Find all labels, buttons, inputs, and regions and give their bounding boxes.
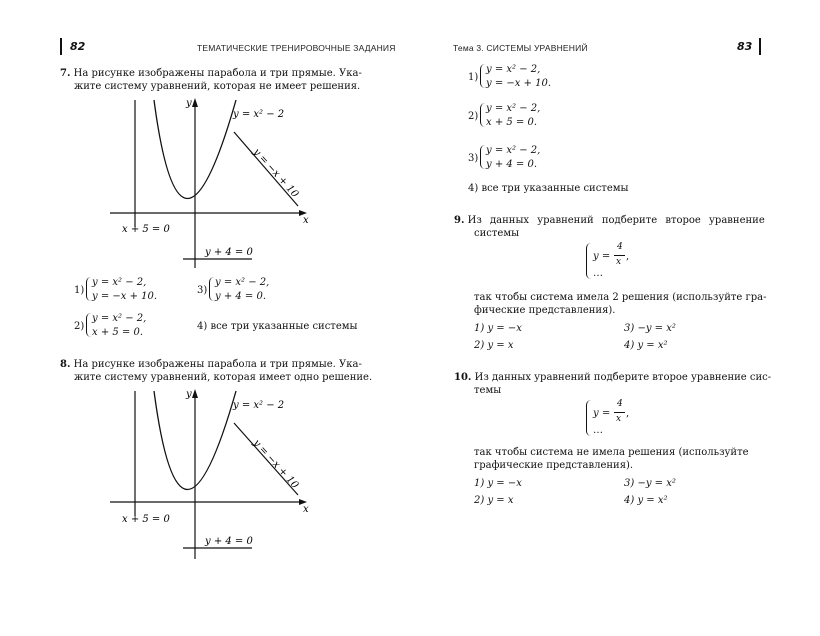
q9-answer-3[interactable]: 3) −y = x² bbox=[624, 323, 676, 334]
option-label: 1) bbox=[468, 72, 479, 83]
q9-answer-4[interactable]: 4) y = x² bbox=[624, 340, 668, 351]
left-margin-bar bbox=[60, 38, 62, 55]
slant-label: y = −x + 10 bbox=[250, 146, 301, 200]
equation: x + 5 = 0. bbox=[92, 327, 144, 338]
q10-answer-1[interactable]: 1) y = −x bbox=[474, 478, 522, 489]
q10-number: 10. bbox=[454, 372, 472, 383]
q9-text-3: так чтобы система имела 2 решения (используйте гра- bbox=[474, 292, 767, 303]
left-page-number: 82 bbox=[70, 40, 86, 53]
q10-text-2: темы bbox=[474, 385, 502, 396]
x-axis-label: x bbox=[303, 504, 309, 515]
q9-text-2: системы bbox=[474, 228, 520, 239]
slant-label: y = −x + 10 bbox=[250, 437, 301, 491]
q7-number: 7. bbox=[60, 68, 71, 79]
q9-text-4: фические представления). bbox=[474, 305, 616, 316]
q7-text-1: На рисунке изображены парабола и три прямые. Ука- bbox=[73, 68, 362, 79]
q7-text-2: жите систему уравнений, которая не имеет решения. bbox=[74, 81, 361, 92]
y-axis-label: y bbox=[186, 389, 192, 400]
equation: y = x² − 2, bbox=[486, 103, 541, 114]
equation: y + 4 = 0. bbox=[486, 159, 538, 170]
comma: , bbox=[626, 251, 630, 262]
y-axis-label: y bbox=[186, 98, 192, 109]
q10-text-4: графические представления). bbox=[474, 460, 634, 471]
vertical-label: x + 5 = 0 bbox=[122, 514, 170, 525]
right-page-number: 83 bbox=[737, 40, 753, 53]
q10-answer-3[interactable]: 3) −y = x² bbox=[624, 478, 676, 489]
option-label: 1) bbox=[74, 285, 85, 296]
fraction-denominator: x bbox=[616, 414, 622, 424]
q9-system bbox=[586, 241, 646, 281]
right-running-title: Тема 3. СИСТЕМЫ УРАВНЕНИЙ bbox=[453, 43, 588, 53]
left-running-title: ТЕМАТИЧЕСКИЕ ТРЕНИРОВОЧНЫЕ ЗАДАНИЯ bbox=[197, 43, 396, 53]
q9-answer-2[interactable]: 2) y = x bbox=[474, 340, 514, 351]
comma: , bbox=[626, 408, 630, 419]
option-label: 2) bbox=[468, 111, 479, 122]
q7-option-4[interactable]: 4) все три указанные системы bbox=[197, 321, 358, 332]
q10-text-1: Из данных уравнений подберите второе уравнение сис- bbox=[474, 372, 772, 383]
equation: x + 5 = 0. bbox=[486, 117, 538, 128]
fraction-denominator: x bbox=[616, 257, 622, 267]
system-brace bbox=[586, 400, 592, 436]
q8-number: 8. bbox=[60, 359, 71, 370]
q10-system bbox=[586, 398, 646, 438]
vertical-label: x + 5 = 0 bbox=[122, 224, 170, 235]
equation: y = x² − 2, bbox=[92, 313, 147, 324]
parabola-label: y = x² − 2 bbox=[233, 109, 285, 120]
equation: y = x² − 2, bbox=[486, 64, 541, 75]
horizontal-label: y + 4 = 0 bbox=[205, 536, 253, 547]
option-label: 3) bbox=[197, 285, 208, 296]
y-axis-arrow-icon bbox=[192, 389, 198, 398]
q10-answer-2[interactable]: 2) y = x bbox=[474, 495, 514, 506]
equation-lhs: y = bbox=[593, 408, 611, 419]
parabola-label: y = x² − 2 bbox=[233, 400, 285, 411]
q10-answer-4[interactable]: 4) y = x² bbox=[624, 495, 668, 506]
q8-text-2: жите систему уравнений, которая имеет одно решение. bbox=[74, 372, 373, 383]
option-label: 3) bbox=[468, 153, 479, 164]
equation-lhs: y = bbox=[593, 251, 611, 262]
fraction-numerator: 4 bbox=[617, 242, 623, 252]
equation: y = x² − 2, bbox=[215, 277, 270, 288]
equation: y = x² − 2, bbox=[92, 277, 147, 288]
equation: y = −x + 10. bbox=[92, 291, 158, 302]
q9-number: 9. bbox=[454, 215, 465, 226]
horizontal-label: y + 4 = 0 bbox=[205, 247, 253, 258]
q9-answer-1[interactable]: 1) y = −x bbox=[474, 323, 522, 334]
equation: y = x² − 2, bbox=[486, 145, 541, 156]
ellipsis: … bbox=[593, 268, 603, 279]
q9-text-1: Из данных уравнений подберите второе уравнение bbox=[467, 215, 765, 226]
q8-text-1: На рисунке изображены парабола и три прямые. Ука- bbox=[73, 359, 362, 370]
system-brace bbox=[586, 243, 592, 279]
x-axis-label: x bbox=[303, 215, 309, 226]
q10-line1 bbox=[454, 371, 771, 384]
equation: y + 4 = 0. bbox=[215, 291, 267, 302]
q9-line1 bbox=[454, 214, 765, 227]
q8-line1 bbox=[60, 358, 362, 371]
q7-graph bbox=[110, 92, 315, 270]
q10-text-3: так чтобы система не имела решения (используйте bbox=[474, 447, 749, 458]
q8-graph bbox=[110, 383, 315, 561]
option-label: 2) bbox=[74, 321, 85, 332]
equation: y = −x + 10. bbox=[486, 78, 552, 89]
right-margin-bar bbox=[759, 38, 761, 55]
ellipsis: … bbox=[593, 425, 603, 436]
y-axis-arrow-icon bbox=[192, 98, 198, 107]
q7-line1 bbox=[60, 67, 362, 80]
q8-option-4[interactable]: 4) все три указанные системы bbox=[468, 183, 629, 194]
fraction-numerator: 4 bbox=[617, 399, 623, 409]
